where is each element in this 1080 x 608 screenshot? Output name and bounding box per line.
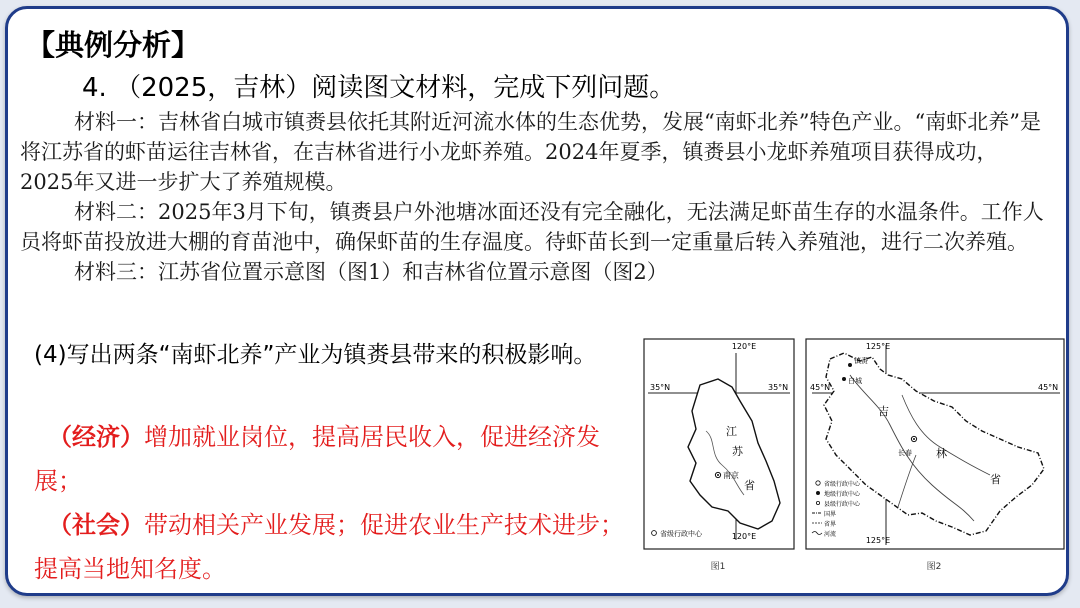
map2-lat-left: 45°N [810,383,831,392]
city-marker-icon [848,363,852,367]
legend-item: 省界 [824,521,837,528]
map2-province-char: 吉 [878,405,889,418]
legend-item: 地级行政中心 [824,491,861,498]
map1-lon-top: 120°E [731,342,757,351]
material-2: 材料二：2025年3月下旬，镇赉县户外池塘冰面还没有完全融化，无法满足虾苗生存的水温条件。工作人员将虾苗投放进大棚的育苗池中，确保虾苗的生存温度。待虾苗长到一定重量后转入养殖池，进行二次养殖。 [20,200,1044,254]
legend-item: 省级行政中心 [824,481,861,488]
material-3: 材料三：江苏省位置示意图（图1）和吉林省位置示意图（图2） [74,260,668,284]
map-jilin [806,339,1064,572]
map1-province-char: 江 [726,425,737,438]
map2-province-char: 林 [936,447,947,460]
map1-legend: 省级行政中心 [660,530,702,538]
map2-label: 白城 [848,377,862,385]
map1-province-char: 省 [744,479,755,492]
slide-frame [5,6,1069,596]
answer-text: 带动相关产业发展；促进农业生产技术进步；提高当地知名度。 [34,511,624,583]
map2-province-char: 省 [990,473,1001,486]
map1-lat-right: 35°N [768,383,789,392]
legend-item: 县级行政中心 [824,501,861,508]
map1-caption: 图1 [710,562,726,572]
answer-tag: （社会） [48,511,144,539]
legend-item: 国界 [824,511,837,518]
answer-block [34,415,634,591]
maps-figure [640,335,1068,575]
question-title: 4. （2025，吉林）阅读图文材料，完成下列问题。 [82,73,676,103]
map1-province-char: 苏 [732,445,743,458]
city-marker-icon [842,377,846,381]
answer-economy [34,415,634,503]
answer-society [34,503,634,591]
map1-city: 南京 [723,471,739,480]
map2-lon-top: 125°E [865,342,891,351]
map2-caption: 图2 [926,562,942,572]
map2-lon-bottom: 125°E [865,536,891,545]
answer-tag: （经济） [48,423,144,451]
map2-label: 镇赉 [854,357,868,365]
sub-question: (4)写出两条“南虾北养”产业为镇赉县带来的积极影响。 [34,342,597,368]
materials-block [20,107,1050,287]
map1-lon-bottom: 120°E [731,532,757,541]
map1-lat-left: 35°N [650,383,671,392]
map-jiangsu [644,339,794,572]
map2-label: 长春 [898,449,912,457]
material-1: 材料一：吉林省白城市镇赉县依托其附近河流水体的生态优势，发展“南虾北养”特色产业。“南虾北养”是将江苏省的虾苗运往吉林省，在吉林省进行小龙虾养殖。2024年夏季，镇赉县小龙虾养殖项目获得成功，2025年又进一步扩大了养殖规模。 [20,110,1041,194]
legend-item: 河流 [824,531,837,538]
section-heading: 【典例分析】 [26,28,201,62]
answer-text: 增加就业岗位，提高居民收入，促进经济发展； [34,423,600,495]
map2-lat-right: 45°N [1038,383,1059,392]
